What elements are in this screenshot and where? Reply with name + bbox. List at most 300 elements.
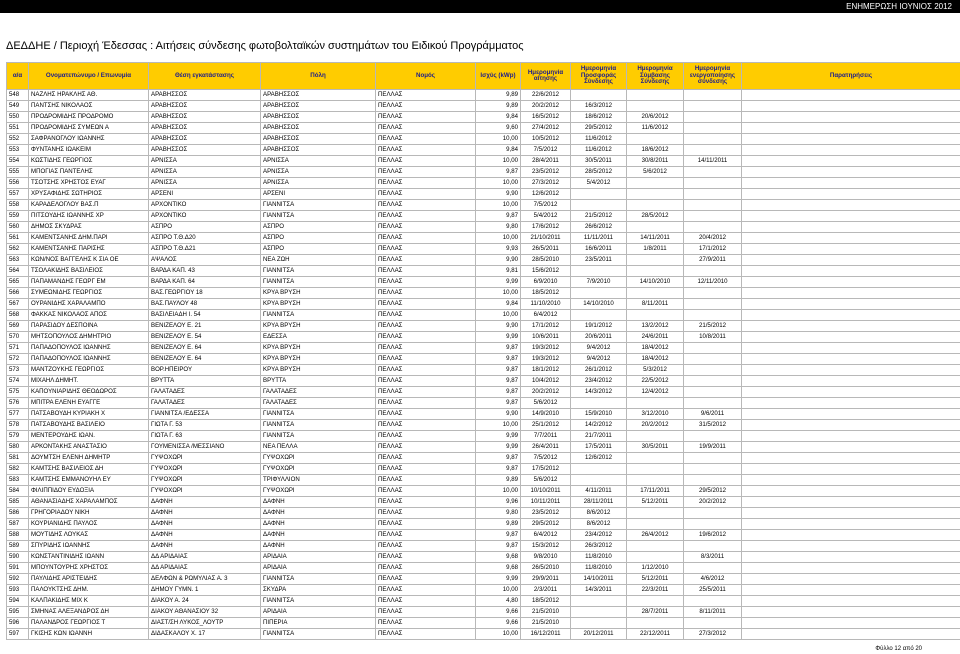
cell-city: ΚΡΥΑ ΒΡΥΣΗ: [261, 288, 376, 299]
cell-prefecture: ΠΕΛΛΑΣ: [376, 321, 476, 332]
cell-remarks: [742, 585, 960, 596]
cell-activation-date: 14/11/2011: [684, 156, 742, 167]
cell-location: ΑΡΑΒΗΣΣΟΣ: [149, 134, 261, 145]
cell-power-kwp: 9,87: [476, 541, 521, 552]
cell-location: ΔΙΑΚΟΥ Α. 24: [149, 596, 261, 607]
cell-remarks: [742, 431, 960, 442]
cell-city: ΑΣΠΡΟ: [261, 233, 376, 244]
cell-aa: 595: [7, 607, 29, 618]
cell-offer-date: 14/10/2011: [571, 574, 627, 585]
cell-application-date: 23/5/2012: [521, 167, 571, 178]
cell-contract-date: 13/2/2012: [627, 321, 684, 332]
cell-remarks: [742, 596, 960, 607]
cell-offer-date: 14/3/2012: [571, 387, 627, 398]
cell-city: ΚΡΥΑ ΒΡΥΣΗ: [261, 321, 376, 332]
cell-power-kwp: 9,99: [476, 431, 521, 442]
cell-prefecture: ΠΕΛΛΑΣ: [376, 189, 476, 200]
cell-city: ΓΙΑΝΝΙΤΣΑ: [261, 574, 376, 585]
cell-application-date: 28/5/2010: [521, 255, 571, 266]
cell-prefecture: ΠΕΛΛΑΣ: [376, 618, 476, 629]
cell-activation-date: 27/3/2012: [684, 629, 742, 640]
cell-activation-date: [684, 508, 742, 519]
cell-prefecture: ΠΕΛΛΑΣ: [376, 541, 476, 552]
table-row: [7, 607, 960, 618]
table-row: [7, 156, 960, 167]
cell-location: ΒΡΥΤΤΑ: [149, 376, 261, 387]
cell-activation-date: [684, 365, 742, 376]
cell-application-date: 2/3/2011: [521, 585, 571, 596]
cell-location: ΔΑΦΝΗ: [149, 508, 261, 519]
cell-name: ΣΠΥΡΙΔΗΣ ΙΩΑΝΝΗΣ: [29, 541, 149, 552]
cell-application-date: 9/8/2010: [521, 552, 571, 563]
cell-prefecture: ΠΕΛΛΑΣ: [376, 409, 476, 420]
cell-city: ΝΕΑ ΠΕΛΛΑ: [261, 442, 376, 453]
cell-city: ΑΡΝΙΣΣΑ: [261, 156, 376, 167]
cell-name: ΜΗΤΣΟΠΟΥΛΟΣ ΔΗΜΗΤΡΙΟ: [29, 332, 149, 343]
cell-name: ΓΚΙΣΗΣ ΚΩΝ ΙΩΑΝΝΗ: [29, 629, 149, 640]
cell-contract-date: 22/5/2012: [627, 376, 684, 387]
cell-power-kwp: 9,87: [476, 211, 521, 222]
table-row: [7, 508, 960, 519]
cell-application-date: 16/12/2011: [521, 629, 571, 640]
cell-location: ΔΙΑΣΤ/ΣΗ ΛΥΚΟΣ_ΛΟΥΤΡ: [149, 618, 261, 629]
cell-location: ΔΔ ΑΡΙΔΑΙΑΣ: [149, 563, 261, 574]
cell-offer-date: 23/5/2011: [571, 255, 627, 266]
cell-city: ΔΑΦΝΗ: [261, 519, 376, 530]
cell-activation-date: 4/6/2012: [684, 574, 742, 585]
cell-remarks: [742, 519, 960, 530]
cell-application-date: 17/1/2012: [521, 321, 571, 332]
cell-power-kwp: 9,87: [476, 453, 521, 464]
cell-offer-date: [571, 398, 627, 409]
cell-remarks: [742, 442, 960, 453]
cell-contract-date: [627, 552, 684, 563]
cell-remarks: [742, 90, 960, 101]
cell-city: ΑΣΠΡΟ: [261, 244, 376, 255]
cell-name: ΦΥΝΤΑΝΗΣ ΙΩΑΚΕΙΜ: [29, 145, 149, 156]
cell-contract-date: [627, 266, 684, 277]
cell-aa: 585: [7, 497, 29, 508]
cell-power-kwp: 9,84: [476, 112, 521, 123]
cell-power-kwp: 9,68: [476, 563, 521, 574]
table-row: [7, 266, 960, 277]
cell-name: ΠΑΛΑΝΔΡΟΣ ΓΕΩΡΓΙΟΣ Τ: [29, 618, 149, 629]
cell-aa: 553: [7, 145, 29, 156]
cell-location: ΒΕΝΙΖΕΛΟΥ Ε. 64: [149, 343, 261, 354]
cell-remarks: [742, 167, 960, 178]
table-row: [7, 497, 960, 508]
cell-aa: 569: [7, 321, 29, 332]
cell-application-date: 5/6/2012: [521, 398, 571, 409]
cell-offer-date: 16/6/2011: [571, 244, 627, 255]
cell-contract-date: [627, 519, 684, 530]
cell-city: ΑΡΙΔΑΙΑ: [261, 607, 376, 618]
cell-application-date: 19/3/2012: [521, 343, 571, 354]
cell-power-kwp: 9,89: [476, 101, 521, 112]
cell-aa: 576: [7, 398, 29, 409]
cell-remarks: [742, 255, 960, 266]
cell-activation-date: [684, 519, 742, 530]
cell-name: ΚΑΜΤΣΗΣ ΒΑΣΙΛΕΙΟΣ ΔΗ: [29, 464, 149, 475]
cell-city: ΒΡΥΤΤΑ: [261, 376, 376, 387]
cell-aa: 555: [7, 167, 29, 178]
cell-prefecture: ΠΕΛΛΑΣ: [376, 497, 476, 508]
cell-aa: 579: [7, 431, 29, 442]
cell-aa: 558: [7, 200, 29, 211]
cell-power-kwp: 9,99: [476, 332, 521, 343]
cell-power-kwp: 9,87: [476, 343, 521, 354]
cell-power-kwp: 10,00: [476, 156, 521, 167]
cell-offer-date: 5/4/2012: [571, 178, 627, 189]
table-row: [7, 343, 960, 354]
cell-contract-date: 14/10/2010: [627, 277, 684, 288]
cell-application-date: 18/1/2012: [521, 365, 571, 376]
update-label: ΕΝΗΜΕΡΩΣΗ ΙΟΥΝΙΟΣ 2012: [846, 2, 952, 11]
cell-city: ΓΙΑΝΝΙΤΣΑ: [261, 629, 376, 640]
cell-power-kwp: 9,99: [476, 574, 521, 585]
cell-name: ΠΑΥΛΙΔΗΣ ΑΡΙΣΤΕΙΔΗΣ: [29, 574, 149, 585]
cell-power-kwp: 9,89: [476, 519, 521, 530]
cell-offer-date: 12/6/2012: [571, 453, 627, 464]
cell-aa: 570: [7, 332, 29, 343]
cell-name: ΜΕΝΤΕΡΟΥΔΗΣ ΙΩΑΝ.: [29, 431, 149, 442]
cell-remarks: [742, 156, 960, 167]
cell-aa: 552: [7, 134, 29, 145]
cell-prefecture: ΠΕΛΛΑΣ: [376, 255, 476, 266]
cell-name: ΓΡΗΓΟΡΙΑΔΟΥ ΝΙΚΗ: [29, 508, 149, 519]
cell-prefecture: ΠΕΛΛΑΣ: [376, 596, 476, 607]
table-row: [7, 420, 960, 431]
cell-aa: 563: [7, 255, 29, 266]
cell-remarks: [742, 244, 960, 255]
cell-prefecture: ΠΕΛΛΑΣ: [376, 233, 476, 244]
cell-power-kwp: 9,90: [476, 321, 521, 332]
cell-location: ΔΕΛΦΩΝ & ΡΩΜΥΛΙΑΣ Α. 3: [149, 574, 261, 585]
cell-activation-date: [684, 354, 742, 365]
cell-offer-date: 4/11/2011: [571, 486, 627, 497]
cell-remarks: [742, 618, 960, 629]
cell-offer-date: 11/8/2010: [571, 563, 627, 574]
cell-offer-date: [571, 189, 627, 200]
column-header-name: Ονοματεπώνυμο / Επωνυμία: [29, 63, 149, 90]
cell-city: ΓΥΨΟΧΩΡΙ: [261, 464, 376, 475]
cell-prefecture: ΠΕΛΛΑΣ: [376, 310, 476, 321]
cell-prefecture: ΠΕΛΛΑΣ: [376, 134, 476, 145]
cell-name: ΚΑΡΑΔΕΛΟΓΛΟΥ ΒΑΣ.Π: [29, 200, 149, 211]
cell-remarks: [742, 101, 960, 112]
cell-offer-date: 21/5/2012: [571, 211, 627, 222]
cell-contract-date: [627, 189, 684, 200]
cell-city: ΑΡΑΒΗΣΣΟΣ: [261, 101, 376, 112]
cell-aa: 596: [7, 618, 29, 629]
cell-offer-date: 30/5/2011: [571, 156, 627, 167]
cell-offer-date: 26/1/2012: [571, 365, 627, 376]
cell-contract-date: 26/4/2012: [627, 530, 684, 541]
cell-application-date: 11/10/2010: [521, 299, 571, 310]
cell-name: ΚΩΝ/ΝΟΣ ΒΑΓΓΕΛΗΣ Κ ΣΙΑ ΟΕ: [29, 255, 149, 266]
cell-activation-date: [684, 541, 742, 552]
column-header-prefecture: Νομός: [376, 63, 476, 90]
cell-activation-date: [684, 101, 742, 112]
cell-activation-date: [684, 398, 742, 409]
cell-contract-date: 22/3/2011: [627, 585, 684, 596]
table-row: [7, 519, 960, 530]
cell-activation-date: [684, 310, 742, 321]
cell-offer-date: 14/2/2012: [571, 420, 627, 431]
cell-offer-date: 15/9/2010: [571, 409, 627, 420]
cell-prefecture: ΠΕΛΛΑΣ: [376, 464, 476, 475]
cell-aa: 566: [7, 288, 29, 299]
cell-activation-date: [684, 167, 742, 178]
cell-contract-date: [627, 398, 684, 409]
cell-contract-date: 1/8/2011: [627, 244, 684, 255]
cell-remarks: [742, 552, 960, 563]
cell-name: ΠΑΤΣΑΒΟΥΔΗΣ ΒΑΣΙΛΕΙΟ: [29, 420, 149, 431]
cell-location: ΑΡΑΒΗΣΣΟΣ: [149, 145, 261, 156]
cell-contract-date: [627, 541, 684, 552]
cell-offer-date: 11/6/2012: [571, 134, 627, 145]
cell-city: ΔΑΦΝΗ: [261, 541, 376, 552]
cell-prefecture: ΠΕΛΛΑΣ: [376, 354, 476, 365]
cell-contract-date: 18/6/2012: [627, 145, 684, 156]
cell-name: ΔΗΜΟΣ ΣΚΥΔΡΑΣ: [29, 222, 149, 233]
cell-aa: 560: [7, 222, 29, 233]
cell-activation-date: 19/6/2012: [684, 530, 742, 541]
cell-remarks: [742, 541, 960, 552]
cell-power-kwp: 10,00: [476, 420, 521, 431]
cell-prefecture: ΠΕΛΛΑΣ: [376, 112, 476, 123]
table-row: [7, 442, 960, 453]
cell-activation-date: [684, 343, 742, 354]
cell-contract-date: 18/4/2012: [627, 354, 684, 365]
cell-application-date: 20/2/2012: [521, 387, 571, 398]
table-row: [7, 431, 960, 442]
column-header-application-date: Ημερομηνία αίτησης: [521, 63, 571, 90]
cell-name: ΤΣΟΛΑΚΙΔΗΣ ΒΑΣΙΛΕΙΟΣ: [29, 266, 149, 277]
cell-activation-date: 17/1/2012: [684, 244, 742, 255]
cell-activation-date: [684, 464, 742, 475]
table-row: [7, 200, 960, 211]
cell-application-date: 21/5/2010: [521, 607, 571, 618]
cell-power-kwp: 10,00: [476, 486, 521, 497]
table-row: [7, 376, 960, 387]
cell-city: ΚΡΥΑ ΒΡΥΣΗ: [261, 354, 376, 365]
cell-power-kwp: 9,68: [476, 552, 521, 563]
cell-offer-date: 9/4/2012: [571, 354, 627, 365]
cell-remarks: [742, 178, 960, 189]
cell-aa: 573: [7, 365, 29, 376]
cell-power-kwp: 10,00: [476, 134, 521, 145]
cell-prefecture: ΠΕΛΛΑΣ: [376, 475, 476, 486]
cell-activation-date: 25/5/2011: [684, 585, 742, 596]
cell-name: ΚΑΜΤΣΗΣ ΕΜΜΑΝΟΥΗΛ ΕΥ: [29, 475, 149, 486]
cell-remarks: [742, 486, 960, 497]
cell-city: ΕΔΕΣΣΑ: [261, 332, 376, 343]
cell-application-date: 18/5/2012: [521, 288, 571, 299]
cell-remarks: [742, 497, 960, 508]
cell-location: ΔΑΦΝΗ: [149, 530, 261, 541]
cell-city: ΑΡΑΒΗΣΣΟΣ: [261, 112, 376, 123]
cell-offer-date: 7/9/2010: [571, 277, 627, 288]
cell-remarks: [742, 409, 960, 420]
cell-remarks: [742, 211, 960, 222]
cell-aa: 588: [7, 530, 29, 541]
cell-name: ΚΑΜΕΝΤΣΑΝΗΣ ΔΗΜ.ΠΑΡΙ: [29, 233, 149, 244]
cell-location: ΑΡΑΒΗΣΣΟΣ: [149, 90, 261, 101]
cell-name: ΜΑΝΤΖΟΥΚΗΣ ΓΕΩΡΓΙΟΣ: [29, 365, 149, 376]
cell-name: ΟΥΡΑΝΙΔΗΣ ΧΑΡΑΛΑΜΠΟ: [29, 299, 149, 310]
cell-remarks: [742, 200, 960, 211]
cell-power-kwp: 9,87: [476, 365, 521, 376]
cell-city: ΓΙΑΝΝΙΤΣΑ: [261, 211, 376, 222]
cell-remarks: [742, 475, 960, 486]
cell-location: ΑΣΠΡΟ: [149, 222, 261, 233]
cell-city: ΓΙΑΝΝΙΤΣΑ: [261, 596, 376, 607]
table-row: [7, 398, 960, 409]
cell-contract-date: 5/3/2012: [627, 365, 684, 376]
table-row: [7, 167, 960, 178]
cell-name: ΑΘΑΝΑΣΙΑΔΗΣ ΧΑΡΑΛΑΜΠΟΣ: [29, 497, 149, 508]
cell-application-date: 16/5/2012: [521, 112, 571, 123]
cell-prefecture: ΠΕΛΛΑΣ: [376, 376, 476, 387]
cell-location: ΑΡΣΕΝΙ: [149, 189, 261, 200]
table-row: [7, 332, 960, 343]
cell-prefecture: ΠΕΛΛΑΣ: [376, 145, 476, 156]
table-row: [7, 464, 960, 475]
cell-prefecture: ΠΕΛΛΑΣ: [376, 365, 476, 376]
table-header-row: [7, 63, 960, 90]
cell-application-date: 21/5/2010: [521, 618, 571, 629]
cell-contract-date: 18/4/2012: [627, 343, 684, 354]
cell-activation-date: 20/4/2012: [684, 233, 742, 244]
cell-location: ΒΑΣ.ΠΑΥΛΟΥ 48: [149, 299, 261, 310]
cell-contract-date: [627, 134, 684, 145]
cell-activation-date: [684, 299, 742, 310]
cell-offer-date: [571, 310, 627, 321]
cell-offer-date: [571, 464, 627, 475]
cell-city: ΔΑΦΝΗ: [261, 497, 376, 508]
cell-application-date: 12/6/2012: [521, 189, 571, 200]
cell-city: ΓΙΑΝΝΙΤΣΑ: [261, 266, 376, 277]
cell-activation-date: [684, 123, 742, 134]
cell-aa: 561: [7, 233, 29, 244]
cell-power-kwp: 10,00: [476, 310, 521, 321]
cell-prefecture: ΠΕΛΛΑΣ: [376, 530, 476, 541]
cell-aa: 567: [7, 299, 29, 310]
cell-contract-date: [627, 101, 684, 112]
top-bar: [0, 0, 960, 13]
cell-prefecture: ΠΕΛΛΑΣ: [376, 211, 476, 222]
cell-contract-date: 17/11/2011: [627, 486, 684, 497]
cell-remarks: [742, 123, 960, 134]
cell-location: ΑΡΧΟΝΤΙΚΟ: [149, 211, 261, 222]
cell-city: ΓΥΨΟΧΩΡΙ: [261, 486, 376, 497]
cell-prefecture: ΠΕΛΛΑΣ: [376, 343, 476, 354]
cell-aa: 592: [7, 574, 29, 585]
cell-activation-date: [684, 200, 742, 211]
cell-aa: 578: [7, 420, 29, 431]
cell-contract-date: [627, 508, 684, 519]
cell-power-kwp: 10,00: [476, 288, 521, 299]
table-row: [7, 585, 960, 596]
cell-city: ΓΙΑΝΝΙΤΣΑ: [261, 409, 376, 420]
cell-remarks: [742, 222, 960, 233]
cell-name: ΠΙΤΣΟΥΔΗΣ ΙΩΑΝΝΗΣ ΧΡ: [29, 211, 149, 222]
cell-remarks: [742, 332, 960, 343]
table-row: [7, 145, 960, 156]
cell-offer-date: 17/5/2011: [571, 442, 627, 453]
cell-offer-date: 20/6/2011: [571, 332, 627, 343]
cell-power-kwp: 9,93: [476, 244, 521, 255]
cell-aa: 559: [7, 211, 29, 222]
cell-contract-date: 28/5/2012: [627, 211, 684, 222]
cell-application-date: 26/4/2011: [521, 442, 571, 453]
cell-name: ΑΡΚΟΝΤΑΚΗΣ ΑΝΑΣΤΑΣΙΟ: [29, 442, 149, 453]
cell-application-date: 18/5/2012: [521, 596, 571, 607]
cell-city: ΓΙΑΝΝΙΤΣΑ: [261, 310, 376, 321]
cell-application-date: 26/5/2010: [521, 563, 571, 574]
cell-activation-date: [684, 211, 742, 222]
table-row: [7, 629, 960, 640]
table-row: [7, 365, 960, 376]
cell-offer-date: 8/6/2012: [571, 519, 627, 530]
cell-name: ΧΡΥΣΑΦΙΔΗΣ ΣΩΤΗΡΙΟΣ: [29, 189, 149, 200]
cell-aa: 565: [7, 277, 29, 288]
cell-aa: 582: [7, 464, 29, 475]
cell-power-kwp: 10,00: [476, 629, 521, 640]
cell-remarks: [742, 299, 960, 310]
cell-prefecture: ΠΕΛΛΑΣ: [376, 222, 476, 233]
cell-activation-date: [684, 596, 742, 607]
cell-remarks: [742, 310, 960, 321]
cell-offer-date: [571, 607, 627, 618]
cell-location: ΑΡΑΒΗΣΣΟΣ: [149, 112, 261, 123]
cell-location: ΓΥΨΟΧΩΡΙ: [149, 464, 261, 475]
table-row: [7, 134, 960, 145]
cell-contract-date: 3/12/2010: [627, 409, 684, 420]
cell-application-date: 5/6/2012: [521, 475, 571, 486]
column-header-location: Θέση εγκατάστασης: [149, 63, 261, 90]
cell-contract-date: 22/12/2011: [627, 629, 684, 640]
table-row: [7, 222, 960, 233]
cell-application-date: 15/6/2012: [521, 266, 571, 277]
cell-application-date: 5/4/2012: [521, 211, 571, 222]
cell-city: ΓΑΛΑΤΑΔΕΣ: [261, 387, 376, 398]
cell-contract-date: [627, 596, 684, 607]
cell-application-date: 10/11/2011: [521, 497, 571, 508]
cell-aa: 556: [7, 178, 29, 189]
cell-aa: 593: [7, 585, 29, 596]
cell-name: ΜΠΟΥΝΤΟΥΡΗΣ ΧΡΗΣΤΟΣ: [29, 563, 149, 574]
cell-prefecture: ΠΕΛΛΑΣ: [376, 156, 476, 167]
cell-activation-date: [684, 112, 742, 123]
cell-contract-date: [627, 178, 684, 189]
cell-city: ΓΙΑΝΝΙΤΣΑ: [261, 431, 376, 442]
cell-prefecture: ΠΕΛΛΑΣ: [376, 167, 476, 178]
cell-prefecture: ΠΕΛΛΑΣ: [376, 453, 476, 464]
cell-activation-date: [684, 189, 742, 200]
cell-name: ΚΑΛΠΑΚΙΔΗΣ ΜΙΧ Κ: [29, 596, 149, 607]
cell-name: ΔΟΥΜΤΣΗ ΕΛΕΝΗ ΔΗΜΗΤΡ: [29, 453, 149, 464]
cell-application-date: 21/10/2011: [521, 233, 571, 244]
cell-contract-date: [627, 255, 684, 266]
cell-location: ΔΙΑΚΟΥ ΑΘΑΝΑΣΙΟΥ 32: [149, 607, 261, 618]
cell-name: ΜΟΥΤΙΔΗΣ ΛΟΥΚΑΣ: [29, 530, 149, 541]
cell-activation-date: [684, 431, 742, 442]
cell-aa: 591: [7, 563, 29, 574]
cell-remarks: [742, 277, 960, 288]
cell-prefecture: ΠΕΛΛΑΣ: [376, 629, 476, 640]
